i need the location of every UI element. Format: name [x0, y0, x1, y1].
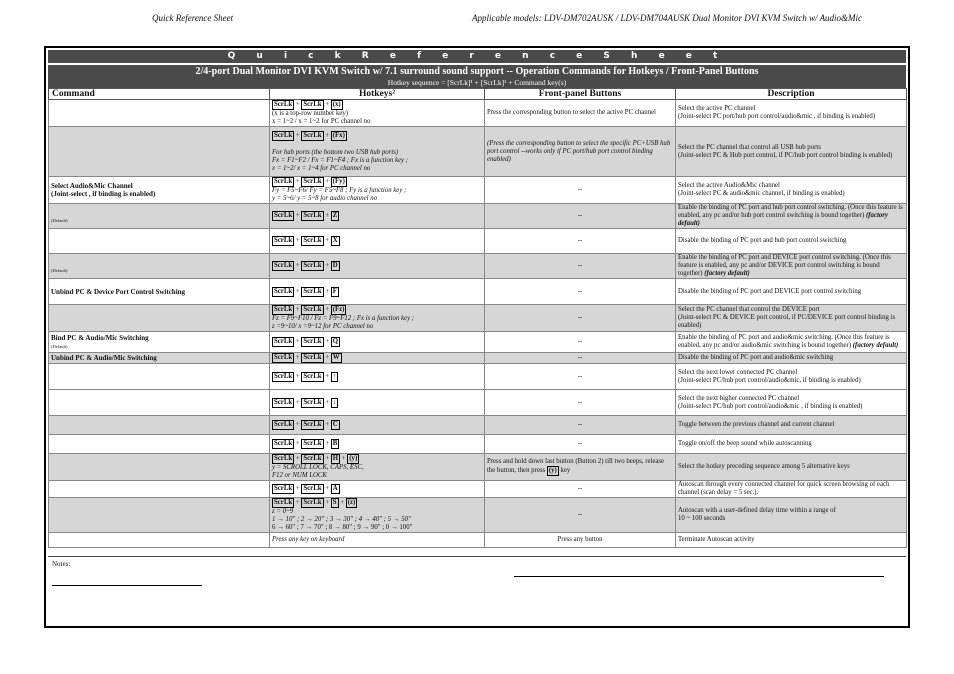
- command-cell: [49, 254, 270, 279]
- command-table: [48, 88, 907, 548]
- scrlk-key: ScrLk: [274, 485, 293, 492]
- description-cell: [676, 254, 907, 279]
- command-key: Q: [332, 338, 339, 345]
- command-cell: [49, 279, 270, 305]
- scrlk-key: ScrLk: [303, 178, 322, 185]
- scrlk-key: ScrLk: [274, 421, 293, 428]
- scrlk-key: ScrLk: [274, 398, 293, 406]
- front-panel-cell: [485, 353, 676, 364]
- command-key: H: [332, 455, 339, 462]
- front-panel-cell: [485, 454, 676, 481]
- front-panel-text: --: [577, 485, 583, 492]
- scrlk-key: ScrLk: [303, 287, 322, 295]
- description-note: (Joint-select PC/hub port control/audio&mic, if binding is enabled): [678, 376, 861, 384]
- front-panel-text: --: [577, 372, 583, 380]
- scrlk-key: ScrLk: [274, 178, 293, 185]
- front-panel-cell: [485, 127, 676, 177]
- scrlk-key: ScrLk: [274, 372, 293, 380]
- description-cell: [676, 127, 907, 177]
- description-text: Terminate Autoscan activity: [678, 536, 755, 543]
- description-cell: [676, 353, 907, 364]
- front-panel-text: --: [577, 212, 583, 219]
- table-row: [49, 498, 907, 533]
- description-cell: [676, 390, 907, 416]
- description-text: Toggle between the previous channel and current channel: [678, 421, 835, 428]
- command-label: Select Audio&Mic Channel: [51, 182, 133, 190]
- description-text: Select the PC channel that control all USB hub ports: [678, 143, 821, 151]
- description-cell: [676, 229, 907, 254]
- scrlk-key: ScrLk: [274, 499, 293, 506]
- scrlk-key: ScrLk: [303, 306, 322, 313]
- description-text: Disable the binding of PC port and hub port control switching: [678, 237, 847, 244]
- command-key-2: (y): [349, 455, 358, 462]
- front-panel-text: --: [577, 511, 583, 518]
- table-row: [49, 204, 907, 229]
- command-cell: [49, 533, 270, 548]
- scrlk-key: ScrLk: [303, 131, 322, 139]
- hotkey-note: Press any key on keyboard: [272, 536, 345, 543]
- description-text: Enable the binding of PC port and audio&mic switching. (Once this feature is enabled, any pc and/or audio&mic switching is bound together): [678, 334, 890, 349]
- front-panel-text: --: [577, 398, 583, 406]
- table-row: [49, 100, 907, 127]
- command-note: (Default): [51, 343, 68, 349]
- scrlk-key: ScrLk: [303, 237, 322, 244]
- subtitle-text: 2/4-port Dual Monitor DVI KVM Switch w/ 7.1 surround sound support -- Operation Commands for Hotkeys / Front-Panel Buttons: [195, 66, 759, 77]
- command-key: (Fz): [332, 306, 345, 313]
- table-row: [49, 305, 907, 332]
- scrlk-key: ScrLk: [303, 499, 322, 506]
- front-panel-cell: [485, 416, 676, 435]
- hotkey-note: Fz = F9~F10 / Fz = F9~F12 ; Fx is a function key ;: [272, 315, 415, 322]
- command-key: ↑: [332, 372, 337, 380]
- table-row: [49, 177, 907, 204]
- hotkey-note: Fx = F1~F2 / Fx = F1~F4 ; Fx is a function key ;: [272, 156, 408, 164]
- hotkey-note: For hub ports (the bottom two USB hub ports): [272, 148, 399, 156]
- hotkey-cell: ScrLk + ScrLk + D: [270, 254, 485, 279]
- command-cell: [49, 454, 270, 481]
- front-panel-cell: [485, 498, 676, 533]
- col-description: Description: [676, 89, 907, 100]
- command-cell: [49, 416, 270, 435]
- command-cell: [49, 390, 270, 416]
- command-key: F: [332, 287, 337, 295]
- description-text: Select the active Audio&Mic channel: [678, 182, 780, 189]
- front-panel-cell: [485, 481, 676, 498]
- table-row: [49, 332, 907, 353]
- front-panel-cell: [485, 100, 676, 127]
- command-key: W: [332, 354, 340, 361]
- notes-label: Notes:: [52, 560, 71, 568]
- command-key: (Fy): [332, 178, 345, 185]
- command-note: (Joint-select , if binding is enabled): [51, 190, 156, 198]
- description-cell: [676, 416, 907, 435]
- scrlk-key: ScrLk: [303, 101, 322, 108]
- command-key: C: [332, 421, 338, 428]
- command-cell: [49, 127, 270, 177]
- scrlk-key: ScrLk: [274, 287, 293, 295]
- hotkey-sequence: Hotkey sequence = [ScrLk]¹ + [ScrLk]¹ + Command key(s): [387, 78, 567, 87]
- scrlk-key: ScrLk: [274, 440, 293, 447]
- hotkey-cell: ScrLk + ScrLk + ↑: [270, 364, 485, 390]
- front-panel-text: Press any button: [557, 536, 603, 543]
- table-header: [49, 89, 907, 100]
- description-cell: [676, 100, 907, 127]
- table-row: [49, 416, 907, 435]
- command-key: X: [332, 237, 338, 244]
- hotkey-note: 6 → 60" ; 7 → 70" ; 8 → 80" ; 9 → 90" ; 0 → 100": [272, 524, 413, 531]
- description-note: 10 ~ 100 seconds: [678, 515, 726, 522]
- command-key: A: [332, 485, 338, 492]
- hotkey-cell: ScrLk + ScrLk + (x) (x is a top-row number key) x = 1~2 / x = 1~2 for PC channel no: [270, 100, 485, 127]
- scrlk-key: ScrLk: [274, 306, 293, 313]
- front-panel-text: --: [577, 421, 583, 428]
- header-models: Applicable models: LDV-DM702AUSK / LDV-DM704AUSK Dual Monitor DVI KVM Switch w/ Audio&Mic: [472, 13, 863, 23]
- front-panel-text: (Press the corresponding button to select the specific PC+USB hub port control --works only if PC port/hub port control binding enabled): [487, 139, 671, 163]
- command-note: (Default): [51, 267, 68, 273]
- scrlk-key: ScrLk: [303, 262, 322, 269]
- scrlk-key: ScrLk: [274, 262, 293, 269]
- table-row: [49, 390, 907, 416]
- description-cell: [676, 454, 907, 481]
- hotkey-note: z =9~10/ x =9~12 for PC channel no: [272, 323, 374, 330]
- description-text: Disable the binding of PC port and DEVICE port control switching: [678, 287, 862, 295]
- description-cell: [676, 279, 907, 305]
- table-row: [49, 279, 907, 305]
- hotkey-cell: ScrLk + ScrLk + (Fz) Fz = F9~F10 / Fz = F9~F12 ; Fx is a function key ; z =9~10/ x =9~12 for PC channel no: [270, 305, 485, 332]
- command-label: Unbind PC & Audio/Mic Switching: [51, 354, 157, 362]
- front-panel-cell: [485, 254, 676, 279]
- front-panel-cell: [485, 435, 676, 454]
- front-panel-cell: [485, 332, 676, 353]
- table-row: [49, 481, 907, 498]
- scrlk-key: ScrLk: [303, 440, 322, 447]
- hotkey-cell: ScrLk + ScrLk + S + (z) z = 0~9 1 → 10" ; 2 → 20" ; 3 → 30" ; 4 → 40" ; 5 → 50" 6 → 60" ; 7 → 70" ; 8 → 80" ; 9 → 90" ; 0 → 100": [270, 498, 485, 533]
- table-row: [49, 229, 907, 254]
- description-note: (Joint-select PC & DEVICE port control, if PC/DEVICE port control binding is enabled): [678, 314, 896, 329]
- description-text: Autoscan with a user-defined delay time within a range of: [678, 507, 836, 514]
- front-panel-text: key: [560, 467, 571, 474]
- command-label: Unbind PC & Device Port Control Switching: [51, 287, 186, 296]
- description-note: (Joint-select PC port/hub port control/audio&mic , if binding is enabled): [678, 113, 876, 120]
- front-panel-text: --: [577, 338, 583, 345]
- hotkey-note: x = 1~2 / x = 1~2 for PC channel no: [272, 118, 371, 125]
- command-cell: [49, 204, 270, 229]
- hotkey-note: 1 → 10" ; 2 → 20" ; 3 → 30" ; 4 → 40" ; 5 → 50": [272, 516, 411, 523]
- description-cell: [676, 364, 907, 390]
- hotkey-note: y = 5~6/ y = 5~8 for audio channel no: [272, 195, 378, 202]
- command-key-2: (z): [347, 499, 356, 506]
- front-panel-text: --: [577, 354, 583, 361]
- header-title: Quick Reference Sheet: [152, 13, 234, 23]
- col-front-panel: Front-panel Buttons: [485, 89, 676, 100]
- description-note: (factory default): [704, 270, 750, 277]
- front-panel-cell: [485, 229, 676, 254]
- table-row: [49, 533, 907, 548]
- front-panel-text: --: [577, 237, 583, 244]
- front-panel-cell: [485, 177, 676, 204]
- description-text: Disable the binding of PC port and audio&mic switching: [678, 354, 834, 361]
- command-label: Bind PC & Audio/Mic Switching: [51, 333, 149, 342]
- hotkey-note: z = 0~9: [272, 508, 294, 515]
- description-text: Select the PC channel that control the DEVICE port: [678, 306, 820, 313]
- front-panel-cell: [485, 279, 676, 305]
- scrlk-key: ScrLk: [303, 372, 322, 380]
- scrlk-key: ScrLk: [303, 455, 322, 462]
- description-cell: [676, 305, 907, 332]
- table-row: [49, 254, 907, 279]
- command-cell: [49, 177, 270, 204]
- table-body: [49, 100, 907, 548]
- scrlk-key: ScrLk: [303, 338, 322, 345]
- description-cell: [676, 481, 907, 498]
- command-note: (Default): [51, 217, 68, 223]
- front-panel-text: --: [577, 262, 583, 269]
- front-panel-cell: [485, 533, 676, 548]
- front-panel-cell: [485, 204, 676, 229]
- command-key: Z: [332, 212, 338, 219]
- description-text: Enable the binding of PC port and hub port control switching. (Once this feature is enabled, any pc and/or hub port control switching is bound together): [678, 204, 903, 219]
- front-panel-cell: [485, 390, 676, 416]
- command-key: S: [332, 499, 337, 506]
- banner-subtitle: [48, 65, 906, 88]
- scrlk-key: ScrLk: [303, 398, 322, 406]
- command-key: ↓: [332, 398, 337, 406]
- description-text: Enable the binding of PC port and DEVICE port control switching. (Once this feature is enabled, any pc and/or DEVICE port control switching is bound together): [678, 254, 891, 277]
- description-cell: [676, 498, 907, 533]
- command-cell: [49, 481, 270, 498]
- command-cell: [49, 435, 270, 454]
- hotkey-cell: ScrLk + ScrLk + (Fx) For hub ports (the bottom two USB hub ports) Fx = F1~F2 / Fx = F1~F4 ; Fx is a function key ; x = 1~2/ x = 1~4 for PC channel no: [270, 127, 485, 177]
- command-cell: [49, 100, 270, 127]
- description-note: (Joint-select PC & Hub port control, if PC/hub port control binding is enabled): [678, 151, 893, 159]
- scrlk-key: ScrLk: [274, 212, 293, 219]
- command-cell: [49, 353, 270, 364]
- description-note: (factory default): [678, 212, 888, 227]
- scrlk-key: ScrLk: [303, 485, 322, 492]
- front-panel-text: --: [577, 440, 583, 447]
- table-row: [49, 353, 907, 364]
- reference-sheet: [44, 46, 910, 628]
- front-panel-text: --: [577, 314, 583, 321]
- hotkey-cell: ScrLk + ScrLk + H + (y) y = SCROLL LOCK, CAPS, ESC, F12 or NUM LOCK: [270, 454, 485, 481]
- hotkey-cell: ScrLk + ScrLk + Q: [270, 332, 485, 353]
- front-panel-text: --: [577, 186, 583, 193]
- table-row: [49, 127, 907, 177]
- command-cell: [49, 332, 270, 353]
- scrlk-key: ScrLk: [303, 354, 322, 361]
- scrlk-key: ScrLk: [274, 131, 293, 139]
- front-panel-text: --: [577, 287, 583, 295]
- front-panel-text: Press and hold down last button (Button 2) till two beeps, release the button, then press: [487, 458, 665, 474]
- scrlk-key: ScrLk: [303, 421, 322, 428]
- hotkey-cell: ScrLk + ScrLk + B: [270, 435, 485, 454]
- hotkey-note: x = 1~2/ x = 1~4 for PC channel no: [272, 164, 371, 172]
- front-panel-key: (y): [548, 467, 557, 474]
- description-note: (Joint-select PC & audio&mic channel, if binding is enabled): [678, 190, 845, 197]
- front-panel-cell: [485, 305, 676, 332]
- description-text: Select the hotkey preceding sequence among 5 alternative keys: [678, 463, 850, 470]
- banner-title: Q u i c k R e f e r e n c e S h e e t: [48, 50, 906, 63]
- command-key: (Fx): [332, 131, 345, 139]
- description-cell: [676, 177, 907, 204]
- description-text: Select the active PC channel: [678, 105, 756, 112]
- hotkey-cell: [270, 533, 485, 548]
- scrlk-key: ScrLk: [274, 455, 293, 462]
- col-command: Command: [49, 89, 270, 100]
- hotkey-cell: ScrLk + ScrLk + F: [270, 279, 485, 305]
- description-text: Select the next higher connected PC channel: [678, 394, 800, 402]
- description-text: Toggle on/off the beep sound while autoscanning: [678, 440, 812, 447]
- command-key: B: [332, 440, 338, 447]
- col-hotkeys: Hotkeys²: [270, 89, 485, 100]
- description-text: Autoscan through every connected channel for quick screen browsing of each channel (scan delay = 5 sec.).: [678, 481, 890, 496]
- description-cell: [676, 435, 907, 454]
- hotkey-note: F12 or NUM LOCK: [272, 472, 327, 479]
- notes-area: [48, 556, 906, 627]
- hotkey-note: Fy = F5~F6/ Fy = F5~F8 ; Fy is a function key ;: [272, 187, 407, 194]
- hotkey-cell: ScrLk + ScrLk + W: [270, 353, 485, 364]
- hotkey-cell: ScrLk + ScrLk + C: [270, 416, 485, 435]
- hotkey-cell: ScrLk + ScrLk + A: [270, 481, 485, 498]
- command-cell: [49, 229, 270, 254]
- front-panel-cell: [485, 364, 676, 390]
- hotkey-note: (x is a top-row number key): [272, 110, 349, 117]
- scrlk-key: ScrLk: [303, 212, 322, 219]
- scrlk-key: ScrLk: [274, 237, 293, 244]
- hotkey-cell: ScrLk + ScrLk + X: [270, 229, 485, 254]
- description-cell: [676, 332, 907, 353]
- hotkey-cell: ScrLk + ScrLk + Z: [270, 204, 485, 229]
- description-cell: [676, 204, 907, 229]
- hotkey-cell: ScrLk + ScrLk + (Fy) Fy = F5~F6/ Fy = F5~F8 ; Fy is a function key ; y = 5~6/ y = 5~8 for audio channel no: [270, 177, 485, 204]
- hotkey-cell: ScrLk + ScrLk + ↓: [270, 390, 485, 416]
- scrlk-key: ScrLk: [274, 101, 293, 108]
- table-row: [49, 435, 907, 454]
- scrlk-key: ScrLk: [274, 354, 293, 361]
- notes-line: [52, 585, 202, 586]
- table-row: [49, 364, 907, 390]
- description-cell: [676, 533, 907, 548]
- command-key: D: [332, 262, 338, 269]
- command-cell: [49, 305, 270, 332]
- front-panel-text: Press the corresponding button to select the active PC channel: [487, 109, 656, 116]
- table-row: [49, 454, 907, 481]
- notes-line: [514, 576, 884, 577]
- description-note: (Joint-select PC/hub port control/audio&mic , if binding is enabled): [678, 402, 863, 410]
- description-note: (factory default): [852, 342, 899, 349]
- scrlk-key: ScrLk: [274, 338, 293, 345]
- command-key: (x): [332, 101, 341, 108]
- hotkey-note: y = SCROLL LOCK, CAPS, ESC,: [272, 464, 364, 471]
- command-cell: [49, 498, 270, 533]
- description-text: Select the next lower connected PC channel: [678, 368, 798, 376]
- command-cell: [49, 364, 270, 390]
